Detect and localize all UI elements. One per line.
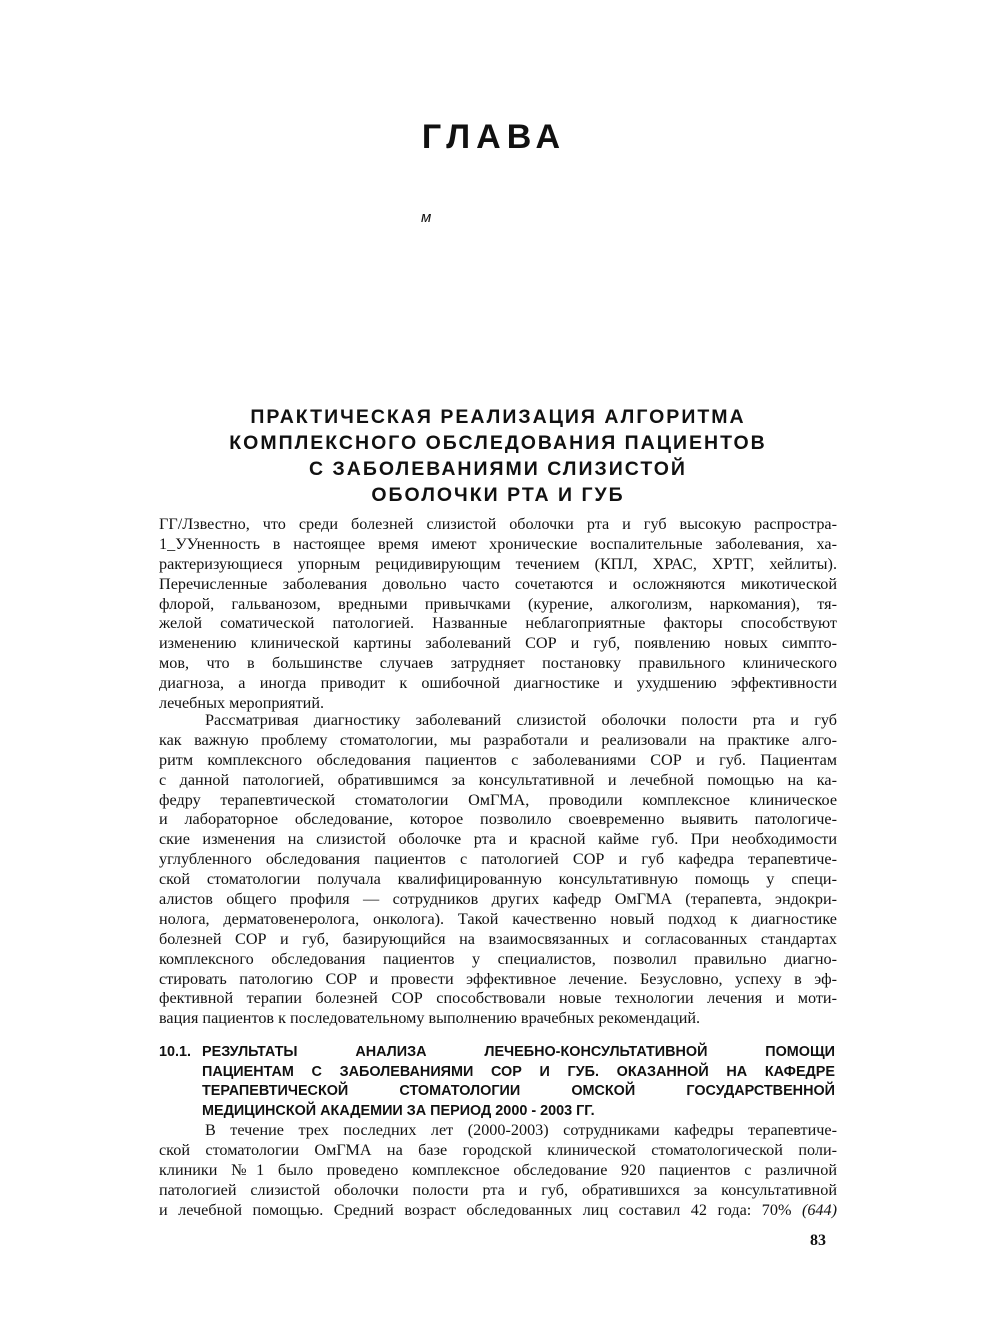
text-line: комплексного обследования пациентов у специалистов, позволил правильно диагно- <box>159 949 837 968</box>
section-title-line: ТЕРАПЕВТИЧЕСКОЙ СТОМАТОЛОГИИ ОМСКОЙ ГОСУДАРСТВЕННОЙ <box>202 1083 835 1099</box>
section-title-line: РЕЗУЛЬТАТЫ АНАЛИЗА ЛЕЧЕБНО-КОНСУЛЬТАТИВНОЙ ПОМОЩИ <box>202 1044 835 1060</box>
text-line: 1_УУненность в настоящее время имеют хронические воспалительные заболевания, ха- <box>159 534 837 553</box>
text-line: алистов общего профиля — сотрудников других кафедр ОмГМА (терапевта, эндокри- <box>159 890 837 909</box>
section-title-line: МЕДИЦИНСКОЙ АКАДЕМИИ ЗА ПЕРИОД 2000 - 2003 ГГ. <box>202 1102 595 1119</box>
text-line: В течение трех последних лет (2000-2003) сотрудниками кафедры терапевтиче- <box>205 1121 837 1139</box>
page-number: 83 <box>810 1232 826 1249</box>
text-line: болезней СОР и губ, базирующийся на взаимосвязанных и согласованных стандартах <box>159 929 837 948</box>
chapter-title-line: КОМПЛЕКСНОГО ОБСЛЕДОВАНИЯ ПАЦИЕНТОВ <box>229 432 767 454</box>
section-number: 10.1. <box>159 1044 192 1060</box>
text-line: с данной патологией, обратившимся за консультативной и лечебной помощью на ка- <box>159 770 837 789</box>
text-line: федру терапевтической стоматологии ОмГМА, проводили комплексное клиническое <box>159 790 837 809</box>
text-line: углубленного обследования пациентов с патологией СОР и губ кафедра терапевтиче- <box>159 850 837 869</box>
text-line: как важную проблему стоматологии, мы разработали и реализовали на практике алго- <box>159 730 837 749</box>
text-line: лечебных мероприятий. <box>159 694 325 713</box>
text-line: нолога, дерматовенеролога, онколога). Такой качественно новый подход к диагностике <box>159 909 837 928</box>
text-line: и лабораторное обследование, которое позволило своевременно выявить патологиче- <box>159 810 837 829</box>
chapter-title <box>160 404 836 508</box>
section-title-line: ПАЦИЕНТАМ С ЗАБОЛЕВАНИЯМИ СОР И ГУБ. ОКАЗАННОЙ НА КАФЕДРЕ <box>202 1063 835 1080</box>
chapter-heading: ГЛАВА <box>421 118 567 156</box>
text-line-main: и лечебной помощью. Средний возраст обследованных лиц составил 42 года: 70% <box>159 1200 802 1219</box>
chapter-title-line: С ЗАБОЛЕВАНИЯМИ СЛИЗИСТОЙ <box>309 458 687 480</box>
text-line: желой соматической патологией. Названные неблагоприятные факторы способствуют <box>159 614 837 633</box>
text-line: диагноза, а иногда приводит к ошибочной диагностике и ухудшению эффективности <box>159 674 837 693</box>
text-line: фективной терапии болезней СОР способствовали новые технологии лечения и моти- <box>159 989 837 1008</box>
text-line: Перечисленные заболевания довольно часто сочетаются и осложняются микотической <box>159 574 837 593</box>
chapter-title-line: ПРАКТИЧЕСКАЯ РЕАЛИЗАЦИЯ АЛГОРИТМА <box>250 406 746 428</box>
chapter-number-mark: м <box>421 209 432 226</box>
text-line: стировать патологию СОР и провести эффективное лечение. Безусловно, успеху в эф- <box>159 969 837 988</box>
text-line: Рассматривая диагностику заболеваний слизистой оболочки полости рта и губ <box>205 711 837 729</box>
chapter-title-line: ОБОЛОЧКИ РТА И ГУБ <box>371 484 625 506</box>
text-line: рактеризующиеся упорным рецидивирующим течением (КПЛ, ХРАС, ХРТГ, хейлиты). <box>159 554 837 573</box>
text-line: патологией слизистой оболочки полости рта и губ, обратившихся за консультативной <box>159 1180 837 1199</box>
text-line: клиники №1 было проведено комплексное обследование 920 пациентов с различной <box>159 1160 837 1179</box>
section-title <box>202 1043 835 1121</box>
text-line: ской стоматологии ОмГМА на базе городской клинической стоматологической поли- <box>159 1140 837 1159</box>
third-paragraph <box>159 1121 837 1220</box>
text-line: флорой, гальванозом, вредными привычками (курение, алкоголизм, наркомания), тя- <box>159 594 837 613</box>
intro-paragraph <box>159 515 837 714</box>
text-line: ские изменения на слизистой оболочке рта и красной кайме губ. При необходимости <box>159 830 837 849</box>
text-line: ской стоматологии получала квалифицированную консультативную помощь у специ- <box>159 870 837 889</box>
text-line: ГГ/Лзвестно, что среди болезней слизистой оболочки рта и губ высокую распростра- <box>159 515 837 533</box>
text-line: вация пациентов к последовательному выполнению врачебных рекомендаций. <box>159 1009 701 1028</box>
text-line-with-italic <box>159 1201 837 1221</box>
text-line: мов, что в большинстве случаев затрудняет постановку правильного клинического <box>159 654 837 673</box>
text-line: изменению клинической картины заболеваний СОР и губ, появлению новых симпто- <box>159 634 837 653</box>
second-paragraph <box>159 711 837 1029</box>
text-line: ритм комплексного обследования пациентов с заболеваниями СОР и губ. Пациентам <box>159 750 837 769</box>
italic-count: (644) <box>801 1200 837 1219</box>
